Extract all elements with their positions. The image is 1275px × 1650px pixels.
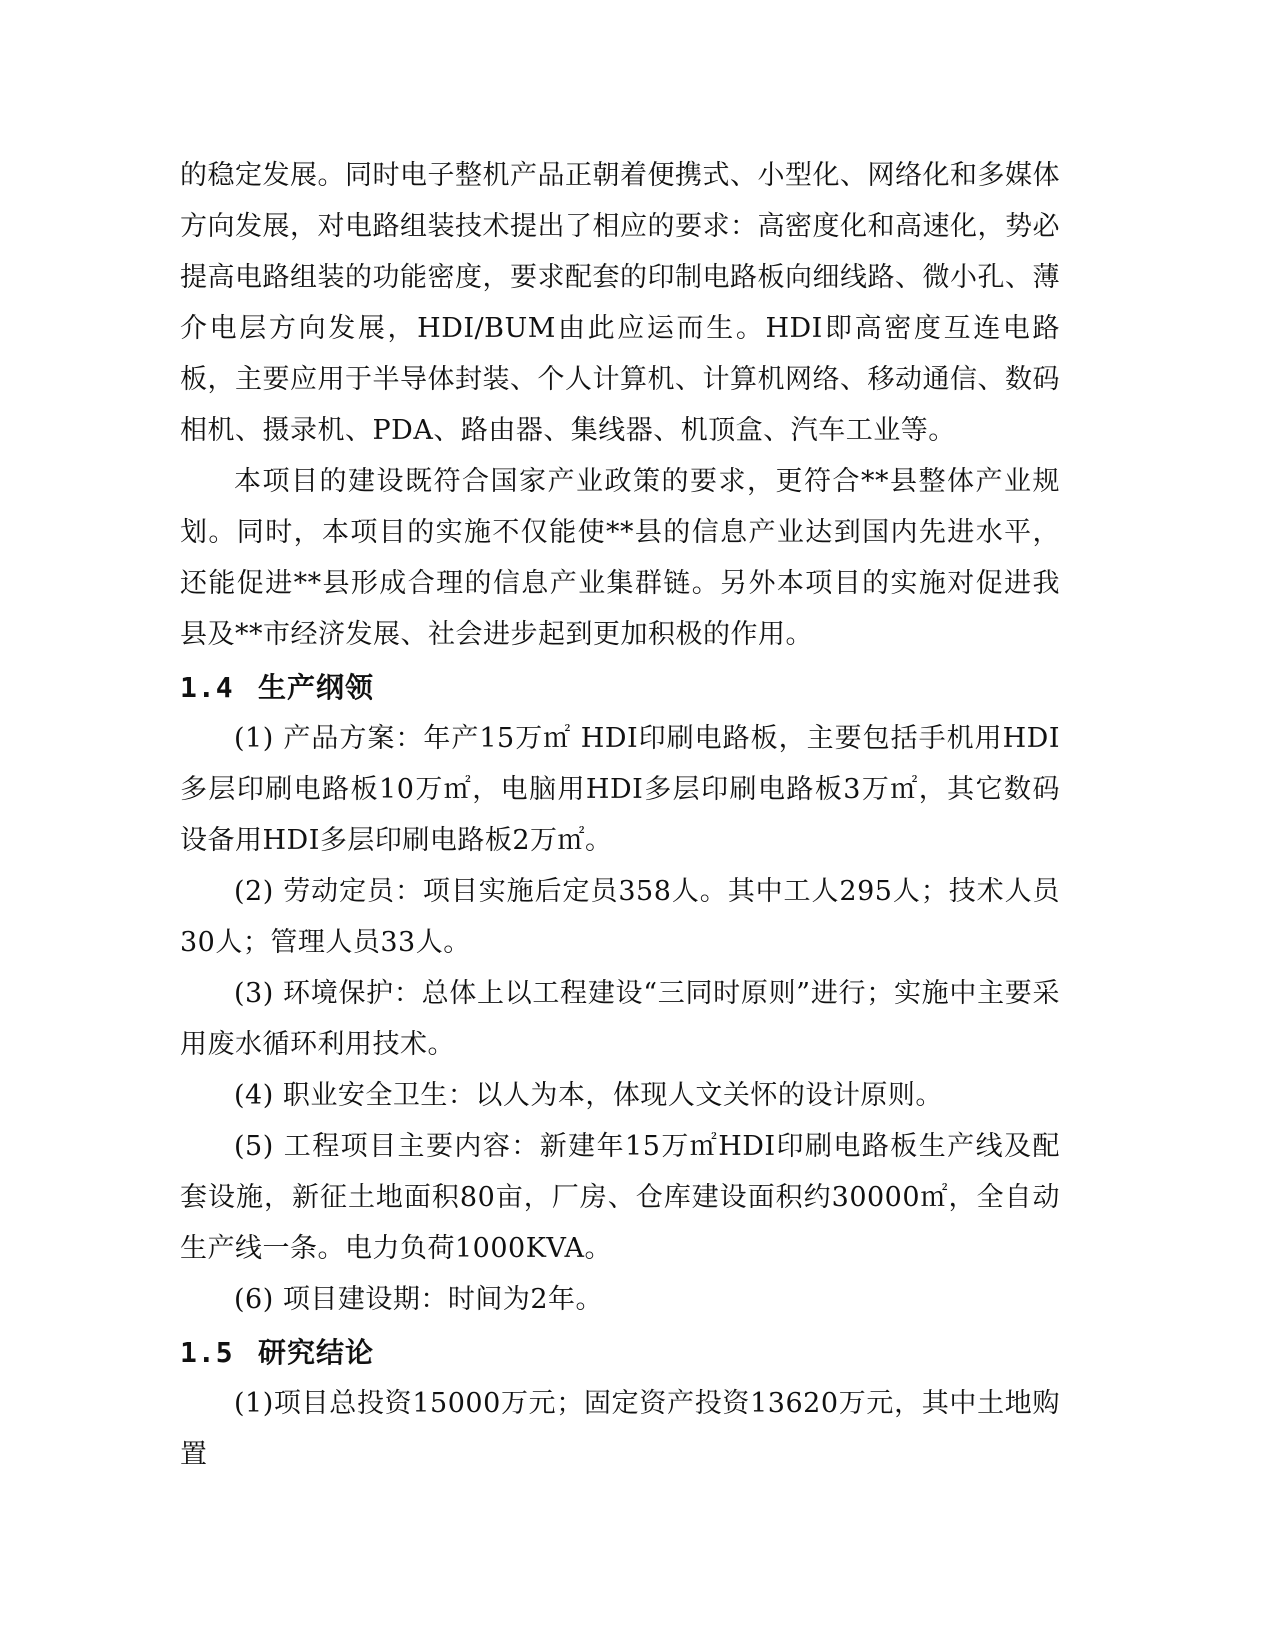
item-environment: (3) 环境保护：总体上以工程建设“三同时原则”进行；实施中主要采用废水循环利用技术。 [180,978,1060,1060]
section-number: 1.4 [180,671,234,704]
item-safety: (4) 职业安全卫生：以人为本，体现人文关怀的设计原则。 [234,1080,943,1111]
item-product-plan: (1) 产品方案：年产15万㎡ HDI印刷电路板，主要包括手机用HDI多层印刷电路板10万㎡，电脑用HDI多层印刷电路板3万㎡，其它数码设备用HDI多层印刷电路板2万㎡。 [180,723,1060,856]
item-total-investment: (1)项目总投资15000万元；固定资产投资13620万元，其中土地购置 [180,1388,1060,1470]
section-number: 1.5 [180,1336,234,1369]
section-heading-1-5 [180,1327,1060,1378]
paragraph-background-continued: 的稳定发展。同时电子整机产品正朝着便携式、小型化、网络化和多媒体方向发展，对电路组装技术提出了相应的要求：高密度化和高速化，势必提高电路组装的功能密度，要求配套的印制电路板向细线路、微小孔、薄介电层方向发展，HDI/BUM由此应运而生。HDI即高密度互连电路板，主要应用于半导体封装、个人计算机、计算机网络、移动通信、数码相机、摄录机、PDA、路由器、集线器、机顶盒、汽车工业等。 [180,160,1060,446]
item-construction-period: (6) 项目建设期：时间为2年。 [234,1284,604,1315]
paragraph-project-significance: 本项目的建设既符合国家产业政策的要求，更符合**县整体产业规划。同时，本项目的实施不仅能使**县的信息产业达到国内先进水平，还能促进**县形成合理的信息产业集群链。另外本项目的实施对促进我县及**市经济发展、社会进步起到更加积极的作用。 [180,466,1060,650]
item-staffing: (2) 劳动定员：项目实施后定员358人。其中工人295人；技术人员30人；管理人员33人。 [180,876,1060,958]
section-title: 研究结论 [258,1336,375,1369]
section-heading-1-4 [180,662,1060,713]
section-title: 生产纲领 [258,671,375,704]
document-body [180,150,1060,1480]
item-main-content: (5) 工程项目主要内容：新建年15万㎡HDI印刷电路板生产线及配套设施，新征土地面积80亩，厂房、仓库建设面积约30000㎡，全自动生产线一条。电力负荷1000KVA。 [180,1131,1060,1264]
